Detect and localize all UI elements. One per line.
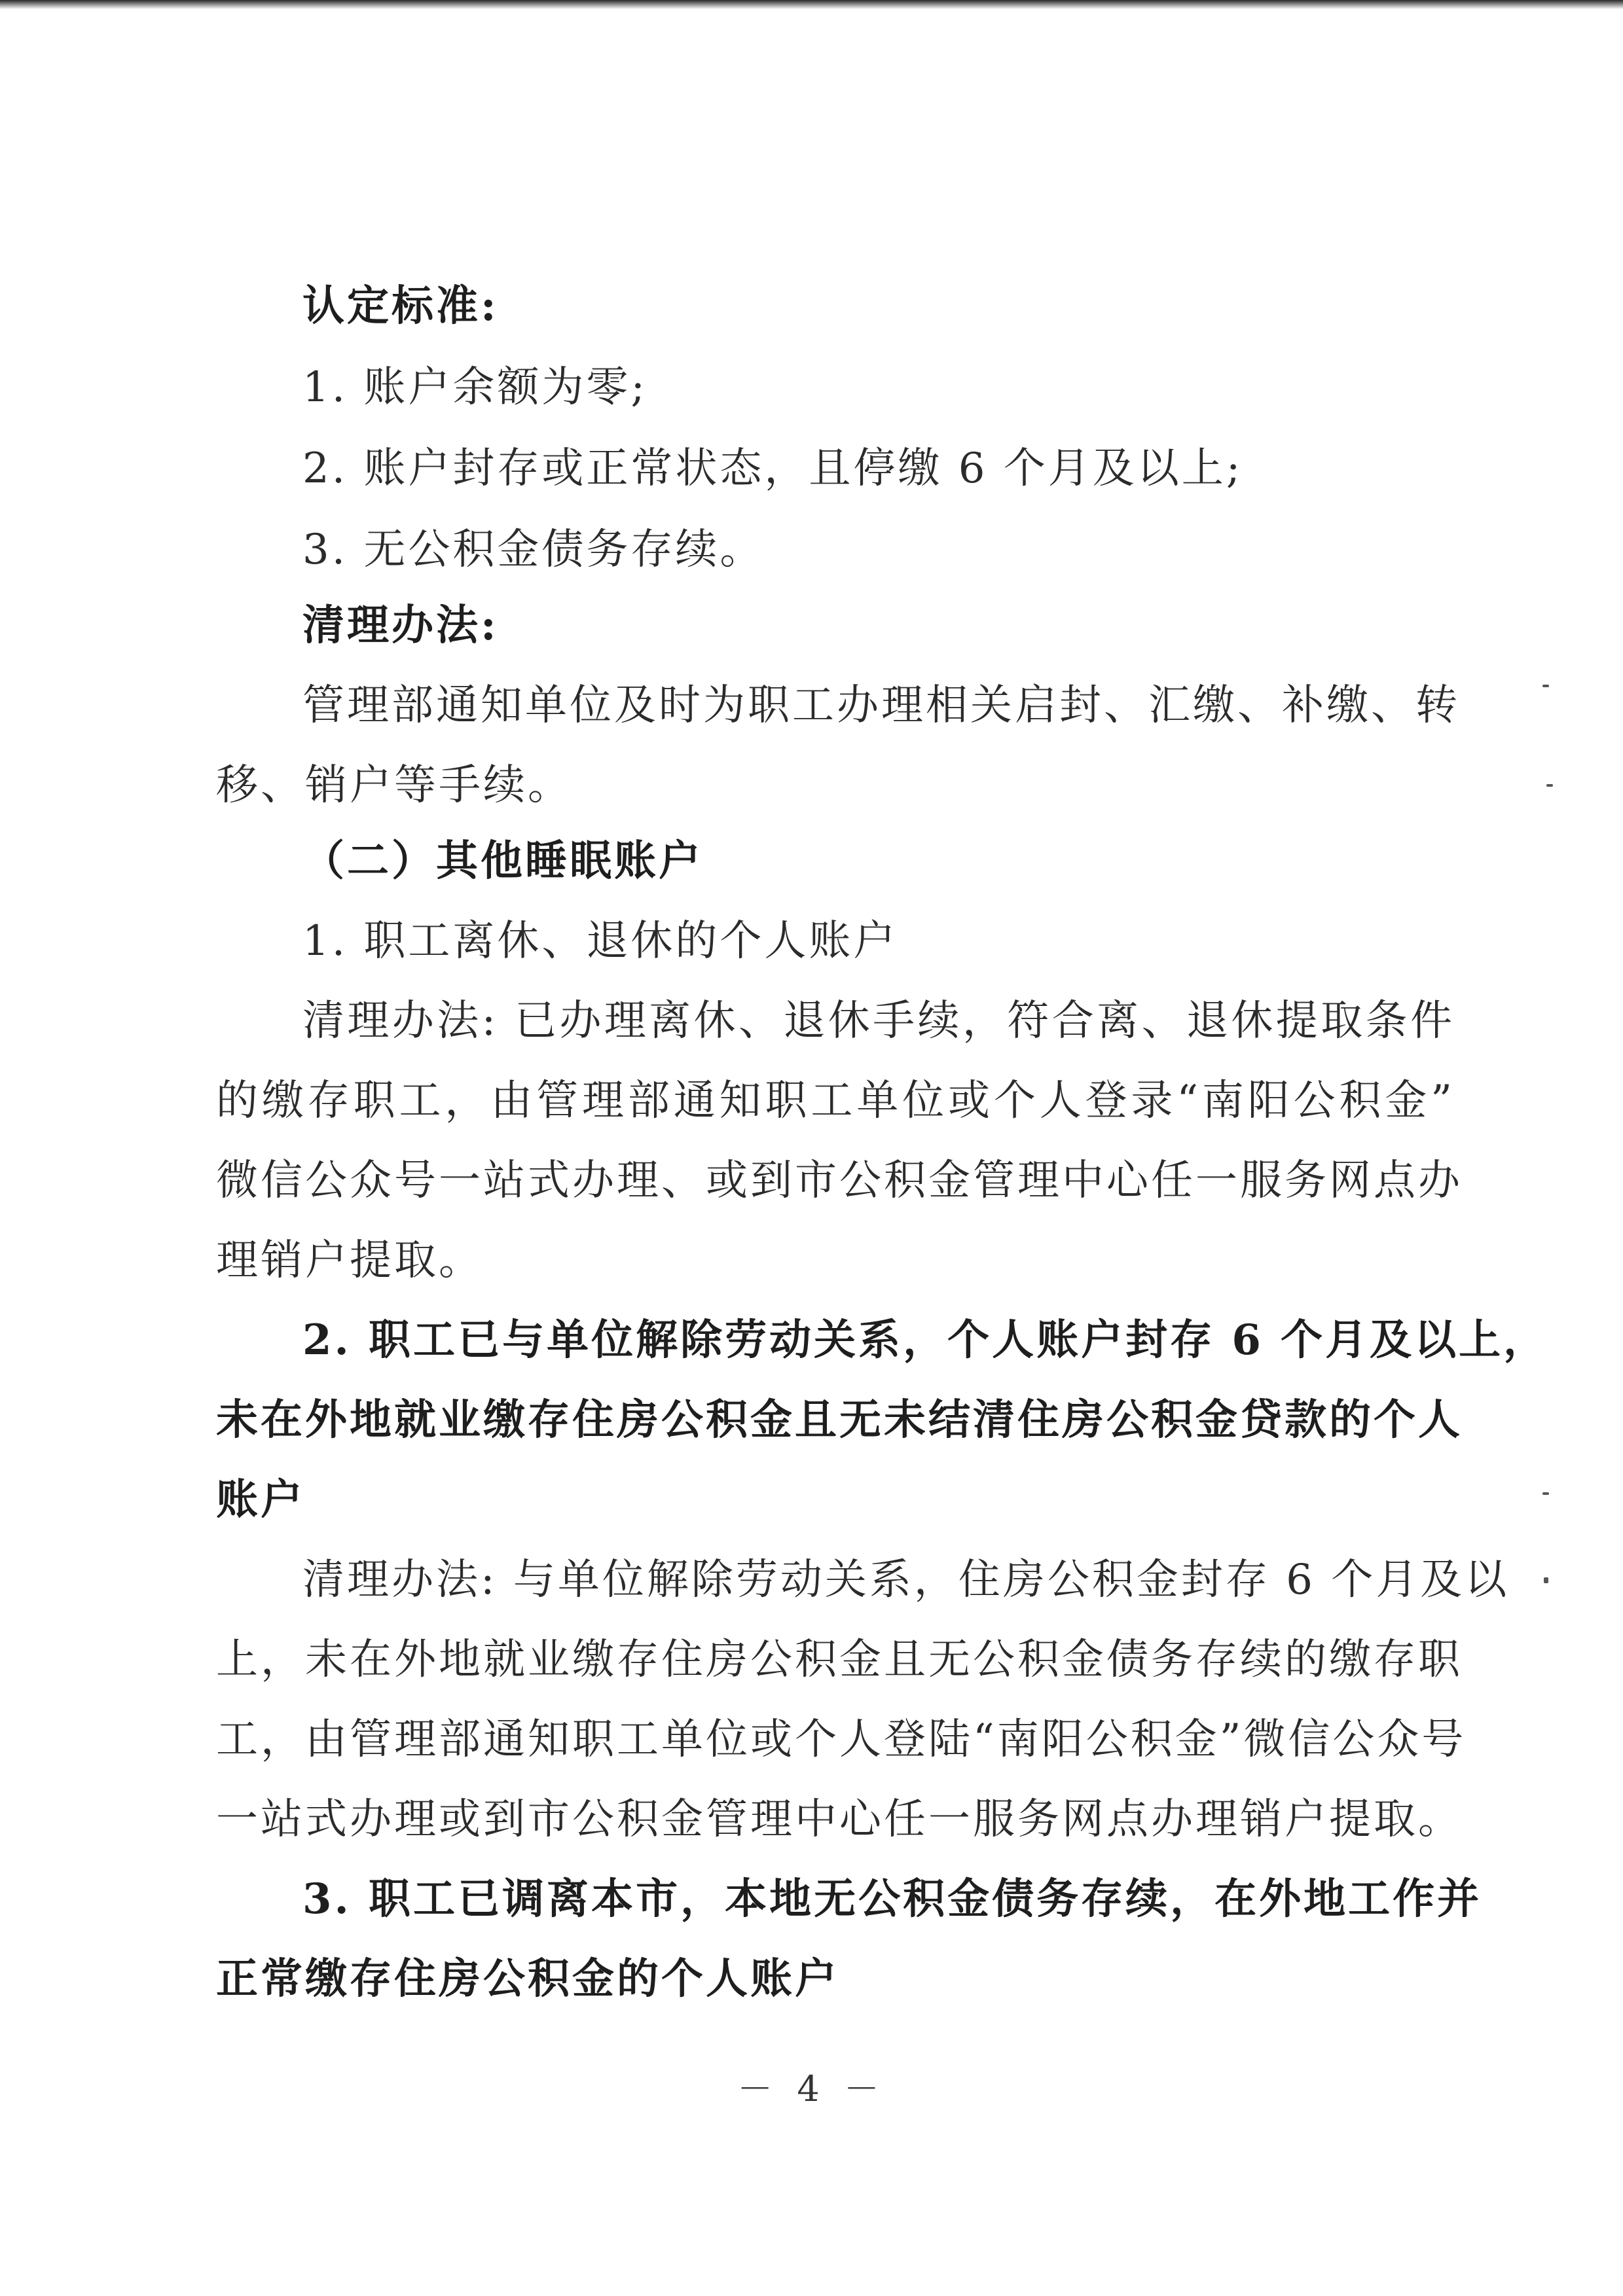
item-2-title-line-3: 账户 — [216, 1475, 305, 1524]
item-3-title-line-1: 3. 职工已调离本市，本地无公积金债务存续，在外地工作并 — [302, 1874, 1482, 1924]
page-number: － 4 － — [737, 2068, 886, 2109]
cleanup-text-line-1: 管理部通知单位及时为职工办理相关启封、汇缴、补缴、转 — [302, 681, 1460, 730]
item-1-text-line-2: 的缴存职工，由管理部通知职工单位或个人登录“南阳公积金” — [216, 1077, 1455, 1125]
item-1-text-line-1: 清理办法: 已办理离休、退休手续，符合离、退休提取条件 — [302, 997, 1455, 1045]
scan-speck — [1542, 685, 1549, 687]
criteria-item-3: 3. 无公积金债务存续。 — [302, 526, 765, 574]
item-2-text-line-3: 工，由管理部通知职工单位或个人登陆“南阳公积金”微信公众号 — [216, 1715, 1467, 1764]
item-2-title-line-2: 未在外地就业缴存住房公积金且无未结清住房公积金贷款的个人 — [216, 1395, 1463, 1444]
item-2-title-line-1: 2. 职工已与单位解除劳动关系，个人账户封存 6 个月及以上， — [302, 1316, 1548, 1365]
item-1-title: 1. 职工离休、退休的个人账户 — [302, 917, 898, 965]
cleanup-text-line-2: 移、销户等手续。 — [216, 761, 572, 810]
item-2-text-line-1: 清理办法: 与单位解除劳动关系，住房公积金封存 6 个月及以 — [302, 1556, 1510, 1604]
cleanup-heading: 清理办法: — [302, 601, 499, 650]
item-1-text-line-3: 微信公众号一站式办理、或到市公积金管理中心任一服务网点办 — [216, 1157, 1463, 1205]
criteria-heading: 认定标准: — [302, 281, 499, 331]
item-2-text-line-4: 一站式办理或到市公积金管理中心任一服务网点办理销户提取。 — [216, 1795, 1463, 1844]
criteria-item-2: 2. 账户封存或正常状态，且停缴 6 个月及以上; — [302, 444, 1243, 493]
item-2-text-line-2: 上，未在外地就业缴存住房公积金且无公积金债务存续的缴存职 — [216, 1636, 1463, 1684]
scan-speck — [1542, 1492, 1549, 1495]
section-2-title: （二）其他睡眠账户 — [302, 836, 703, 886]
scan-speck — [1544, 1577, 1548, 1583]
scan-speck — [1546, 784, 1553, 787]
item-3-title-line-2: 正常缴存住房公积金的个人账户 — [216, 1954, 839, 2003]
item-1-text-line-4: 理销户提取。 — [216, 1236, 483, 1285]
criteria-item-1: 1. 账户余额为零; — [302, 363, 647, 412]
